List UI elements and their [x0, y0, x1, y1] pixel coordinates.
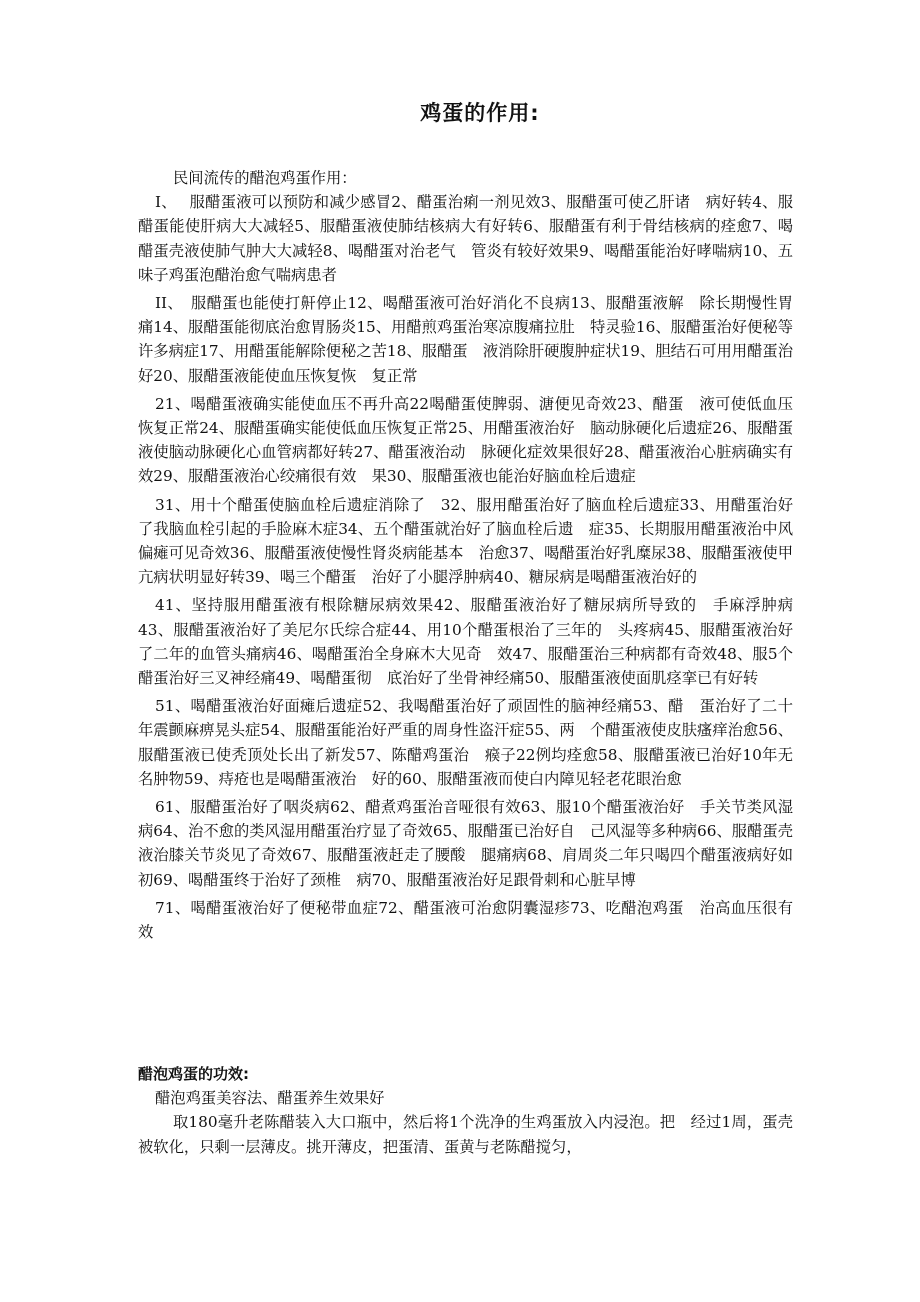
paragraph-3: 21、喝醋蛋液确实能使血压不再升高22喝醋蛋使脾弱、溏便见奇效23、醋蛋 液可使低血压恢复正常24、服醋蛋确实能使低血压恢复正常25、用醋蛋液治好 脑动脉硬化后遗症26、服醋蛋液使脑动脉硬化心血管病都好转27、醋蛋液治动 脉硬化症效果很好28、醋蛋液治心脏病确实有效29、服醋蛋液治心绞痛很有效 果30、服醋蛋液也能治好脑血栓后遗症: [138, 394, 793, 486]
efficacy-section: [138, 1062, 793, 1159]
recipe-paragraph: 取180毫升老陈醋装入大口瓶中，然后将1个洗净的生鸡蛋放入内浸泡。把 经过1周，蛋壳被软化，只剩一层薄皮。挑开薄皮，把蛋清、蛋黄与老陈醋搅匀，: [138, 1113, 793, 1156]
paragraph-6: 51、喝醋蛋液治好面瘫后遗症52、我喝醋蛋治好了顽固性的脑神经痛53、醋 蛋治好了二十年震颤麻痹晃头症54、服醋蛋能治好严重的周身性盗汗症55、两 个醋蛋液使皮肤瘙痒治愈56、服醋蛋液已使秃顶处长出了新发57、陈醋鸡蛋治 瘊子22例均痊愈58、服醋蛋液已治好10年无名肿物59、痔疮也是喝醋蛋液治 好的60、服醋蛋液而使白内障见轻老花眼治愈: [138, 697, 793, 788]
paragraph-7: 61、服醋蛋治好了咽炎病62、醋煮鸡蛋治音哑很有效63、服10个醋蛋液治好 手关节类风湿病64、治不愈的类风湿用醋蛋治疗显了奇效65、服醋蛋已治好自 己风湿等多种病66、服醋蛋壳液治膝关节炎见了奇效67、服醋蛋液赶走了腰酸 腿痛病68、肩周炎二年只喝四个醋蛋液病好如初69、喝醋蛋终于治好了颈椎 病70、服醋蛋液治好足跟骨刺和心脏早博: [138, 798, 793, 889]
paragraph-4: 31、用十个醋蛋使脑血栓后遗症消除了 32、服用醋蛋治好了脑血栓后遗症33、用醋蛋治好了我脑血栓引起的手脸麻木症34、五个醋蛋就治好了脑血栓后遗 症35、长期服用醋蛋液治中风偏瘫可见奇效36、服醋蛋液使慢性肾炎病能基本 治愈37、喝醋蛋治好乳糜尿38、服醋蛋液使甲亢病状明显好转39、喝三个醋蛋 治好了小腿浮肿病40、糖尿病是喝醋蛋液治好的: [138, 495, 793, 587]
section-heading: 醋泡鸡蛋的功效:: [138, 1065, 249, 1083]
paragraph-2: II、 服醋蛋也能使打鼾停止12、喝醋蛋液可治好消化不良病13、服醋蛋液解 除长期慢性胃痛14、服醋蛋能彻底治愈胃肠炎15、用醋煎鸡蛋治寒凉腹痛拉肚 特灵验16、服醋蛋治好便秘等许多病症17、用醋蛋能解除便秘之苦18、服醋蛋 液消除肝硬腹肿症状19、胆结石可用用醋蛋治好20、服醋蛋液能使血压恢复恢 复正常: [138, 294, 793, 385]
paragraph-1: I、 服醋蛋液可以预防和减少感冒2、醋蛋治痢一剂见效3、服醋蛋可使乙肝诸 病好转4、服醋蛋能使肝病大大减轻5、服醋蛋液使肺结核病大有好转6、服醋蛋有利于骨结核病的痊愈7、喝醋蛋壳液使肺气肿大大减轻8、喝醋蛋对治老气 管炎有较好效果9、喝醋蛋能治好哮喘病10、五味子鸡蛋泡醋治愈气喘病患者: [138, 193, 793, 284]
intro-line: 民间流传的醋泡鸡蛋作用：: [173, 169, 357, 187]
page-title: 鸡蛋的作用:: [420, 101, 540, 125]
paragraph-5: 41、坚持服用醋蛋液有根除糖尿病效果42、服醋蛋液治好了糖尿病所导致的 手麻浮肿病43、服醋蛋液治好了美尼尔氏综合症44、用10个醋蛋根治了三年的 头疼病45、服醋蛋液治好了二年的血管头痛病46、喝醋蛋治全身麻木大见奇 效47、服醋蛋治三种病都有奇效48、服5个醋蛋治好三叉神经痛49、喝醋蛋彻 底治好了坐骨神经痛50、服醋蛋液使面肌痉挛已有好转: [138, 596, 793, 688]
paragraph-8: 71、喝醋蛋液治好了便秘带血症72、醋蛋液可治愈阴囊湿疹73、吃醋泡鸡蛋 治高血压很有效: [138, 898, 793, 942]
document-body: [138, 166, 793, 948]
section-subheading: 醋泡鸡蛋美容法、醋蛋养生效果好: [155, 1089, 385, 1108]
